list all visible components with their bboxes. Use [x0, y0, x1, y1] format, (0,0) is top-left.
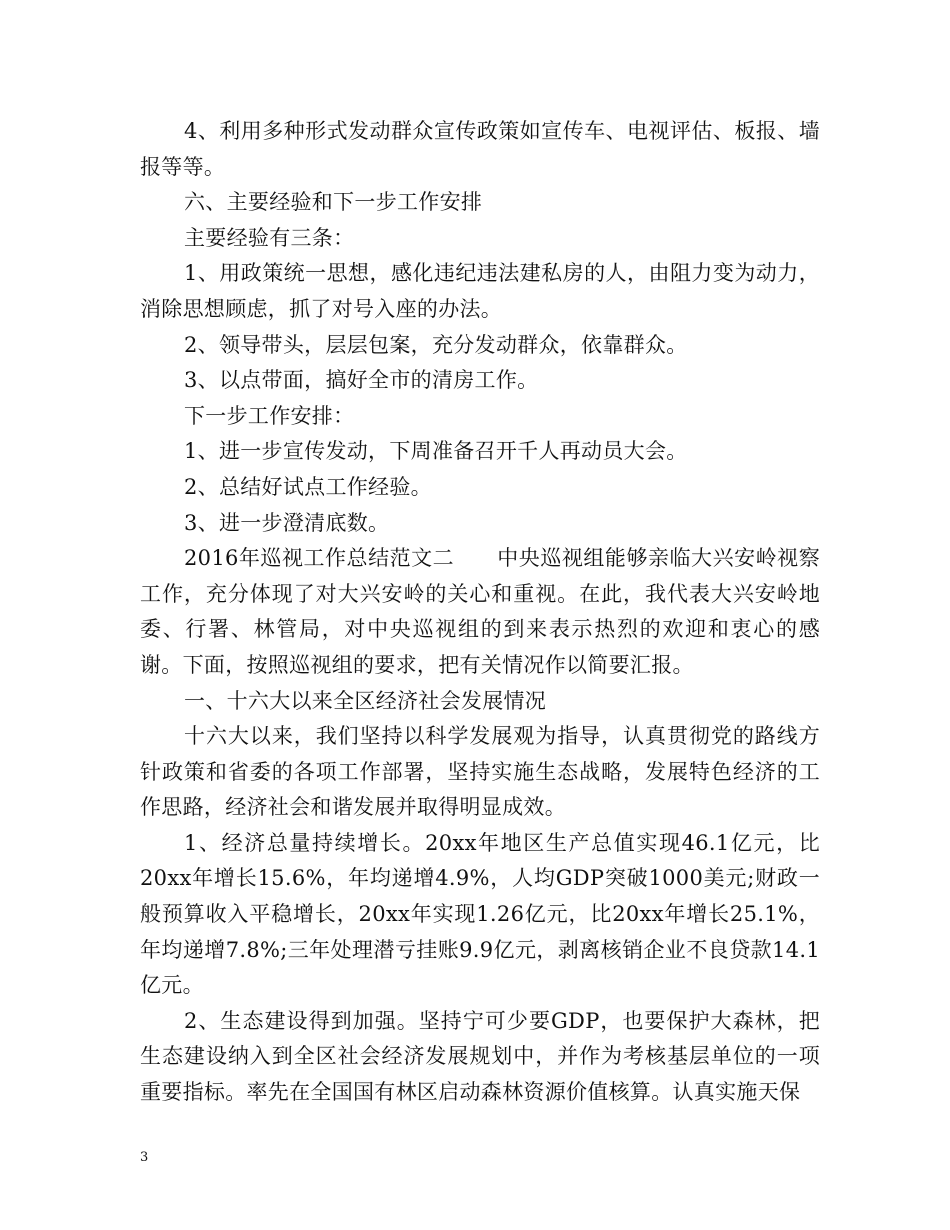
document-body	[140, 114, 820, 1111]
list-item-economic-growth: 1、经济总量持续增长。20xx年地区生产总值实现46.1亿元，比20xx年增长15.6%，年均递增4.9%，人均GDP突破1000美元;财政一般预算收入平稳增长，20xx年实现1.26亿元，比20xx年增长25.1%，年均递增7.8%;三年处理潜亏挂账9.9亿元，剥离核销企业不良贷款14.1亿元。	[140, 830, 820, 998]
list-item-experience-3: 3、以点带面，搞好全市的清房工作。	[184, 368, 539, 393]
section-heading-experience: 六、主要经验和下一步工作安排	[184, 190, 483, 215]
list-item-experience-2: 2、领导带头，层层包案，充分发动群众，依靠群众。	[184, 332, 688, 357]
section-heading-development: 一、十六大以来全区经济社会发展情况	[184, 688, 547, 713]
paragraph-sample-two-intro: 2016年巡视工作总结范文二 中央巡视组能够亲临大兴安岭视察工作，充分体现了对大兴安岭的关心和重视。在此，我代表大兴安岭地委、行署、林管局，对中央巡视组的到来表示热烈的欢迎和衷心的感谢。下面，按照巡视组的要求，把有关情况作以简要汇报。	[140, 546, 820, 677]
subheading-main-experience: 主要经验有三条：	[184, 225, 355, 250]
subheading-next-steps: 下一步工作安排：	[184, 403, 355, 428]
paragraph-development-overview: 十六大以来，我们坚持以科学发展观为指导，认真贯彻党的路线方针政策和省委的各项工作部署，坚持实施生态战略，发展特色经济的工作思路，经济社会和谐发展并取得明显成效。	[140, 724, 820, 820]
list-item-next-step-3: 3、进一步澄清底数。	[184, 510, 390, 535]
list-item-ecological-construction: 2、生态建设得到加强。坚持宁可少要GDP，也要保护大森林，把生态建设纳入到全区社会经济发展规划中，并作为考核基层单位的一项重要指标。率先在全国国有林区启动森林资源价值核算。认真实施天保	[140, 1008, 820, 1105]
list-item-experience-1: 1、用政策统一思想，感化违纪违法建私房的人，由阻力变为动力，消除思想顾虑，抓了对号入座的办法。	[140, 261, 820, 321]
paragraph-publicity-methods: 4、利用多种形式发动群众宣传政策如宣传车、电视评估、板报、墙报等等。	[140, 119, 820, 179]
list-item-next-step-1: 1、进一步宣传发动，下周准备召开千人再动员大会。	[184, 439, 688, 464]
page-number: 3	[140, 1150, 149, 1165]
list-item-next-step-2: 2、总结好试点工作经验。	[184, 474, 432, 499]
